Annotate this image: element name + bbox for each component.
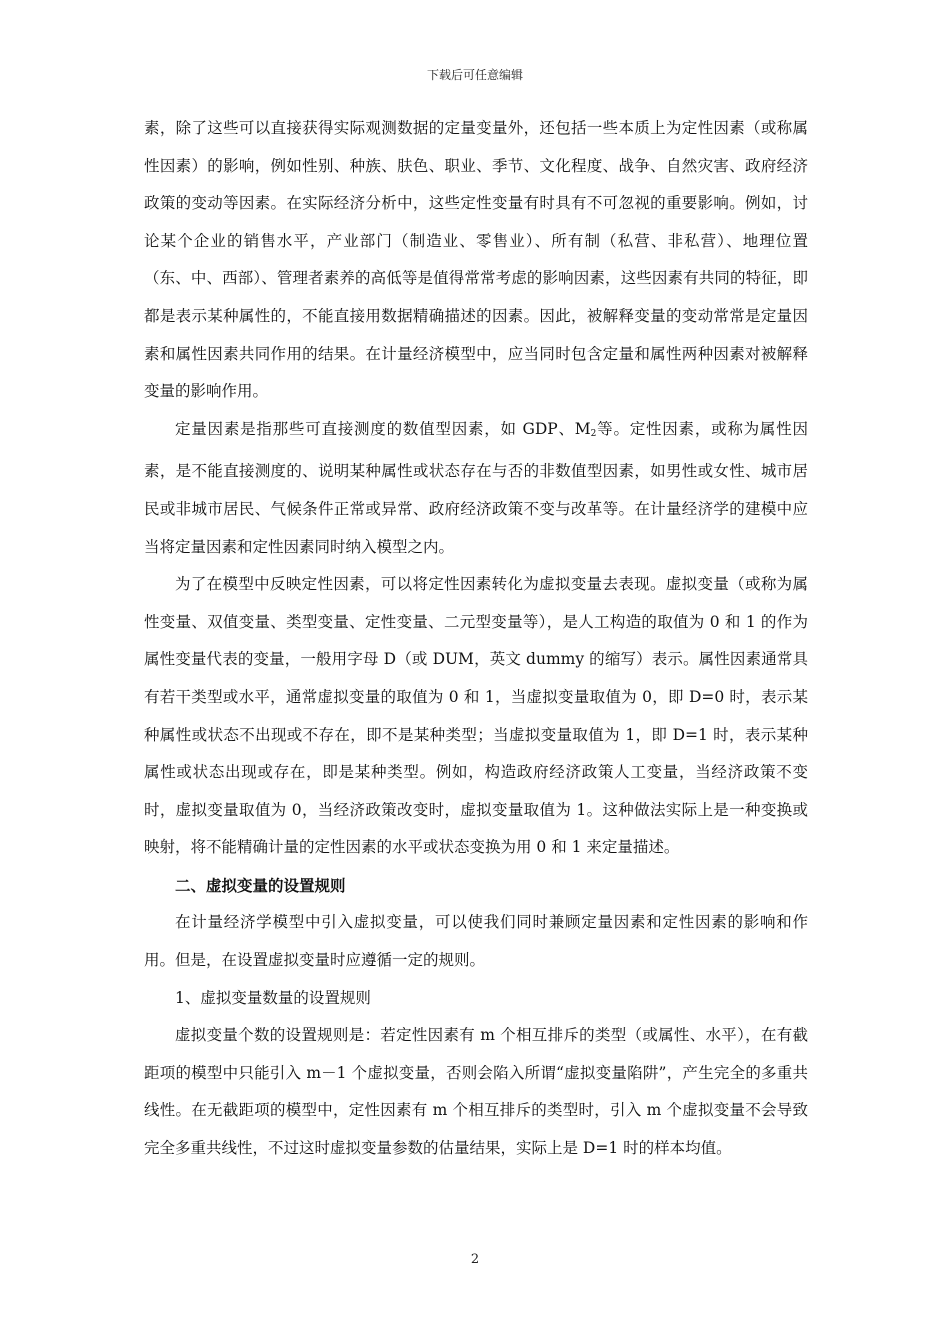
paragraph-2 <box>144 411 808 566</box>
paragraph-2-part-1: 定量因素是指那些可直接测度的数值型因素，如 GDP、M <box>175 419 591 438</box>
section-heading: 二、虚拟变量的设置规则 <box>175 875 346 895</box>
paragraph-1: 素，除了这些可以直接获得实际观测数据的定量变量外，还包括一些本质上为定性因素（或称属性因素）的影响，例如性别、种族、肤色、职业、季节、文化程度、战争、自然灾害、政府经济政策的变动等因素。在实际经济分析中，这些定性变量有时具有不可忽视的重要影响。例如，讨论某个企业的销售水平，产业部门（制造业、零售业）、所有制（私营、非私营）、地理位置（东、中、西部）、管理者素养的高低等是值得常常考虑的影响因素，这些因素有共同的特征，即都是表示某种属性的，不能直接用数据精确描述的因素。因此，被解释变量的变动常常是定量因素和属性因素共同作用的结果。在计量经济模型中，应当同时包含定量和属性两种因素对被解释变量的影响作用。 <box>144 119 808 401</box>
page-number: 2 <box>470 1252 480 1267</box>
page-header: 下载后可任意编辑 <box>426 68 523 82</box>
paragraph-5: 虚拟变量个数的设置规则是：若定性因素有 m 个相互排斥的类型（或属性、水平），在有截距项的模型中只能引入 m－1 个虚拟变量，否则会陷入所谓“虚拟变量陷阱”，产生完全的多重共线性。在无截距项的模型中，定性因素有 m 个相互排斥的类型时，引入 m 个虚拟变量不会导致完全多重共线性，不过这时虚拟变量参数的估量结果，实际上是 D=1 时的样本均值。 <box>144 1026 808 1158</box>
subsection-heading: 1、虚拟变量数量的设置规则 <box>175 988 371 1007</box>
subscript-2: 2 <box>590 428 597 439</box>
paragraph-3: 为了在模型中反映定性因素，可以将定性因素转化为虚拟变量去表现。虚拟变量（或称为属性变量、双值变量、类型变量、定性变量、二元型变量等），是人工构造的取值为 0 和 1 的作为属性变量代表的变量，一般用字母 D（或 DUM，英文 dummy 的缩写）表示。属性因素通常具有若干类型或水平，通常虚拟变量的取值为 0 和 1，当虚拟变量取值为 0，即 D=0 时，表示某种属性或状态不出现或不存在，即不是某种类型；当虚拟变量取值为 1，即 D=1 时，表示某种属性或状态出现或存在，即是某种类型。例如，构造政府经济政策人工变量，当经济政策不变时，虚拟变量取值为 0，当经济政策改变时，虚拟变量取值为 1。这种做法实际上是一种变换或映射，将不能精确计量的定性因素的水平或状态变换为用 0 和 1 来定量描述。 <box>144 575 808 857</box>
paragraph-4: 在计量经济学模型中引入虚拟变量，可以使我们同时兼顾定量因素和定性因素的影响和作用。但是，在设置虚拟变量时应遵循一定的规则。 <box>144 913 808 970</box>
paragraph-2-part-2: 等。定性因素，或称为属性因素，是不能直接测度的、说明某种属性或状态存在与否的非数值型因素，如男性或女性、城市居民或非城市居民、气候条件正常或异常、政府经济政策不变与改革等。在计量经济学的建模中应当将定量因素和定性因素同时纳入模型之内。 <box>144 419 808 556</box>
document-body <box>144 110 808 1168</box>
